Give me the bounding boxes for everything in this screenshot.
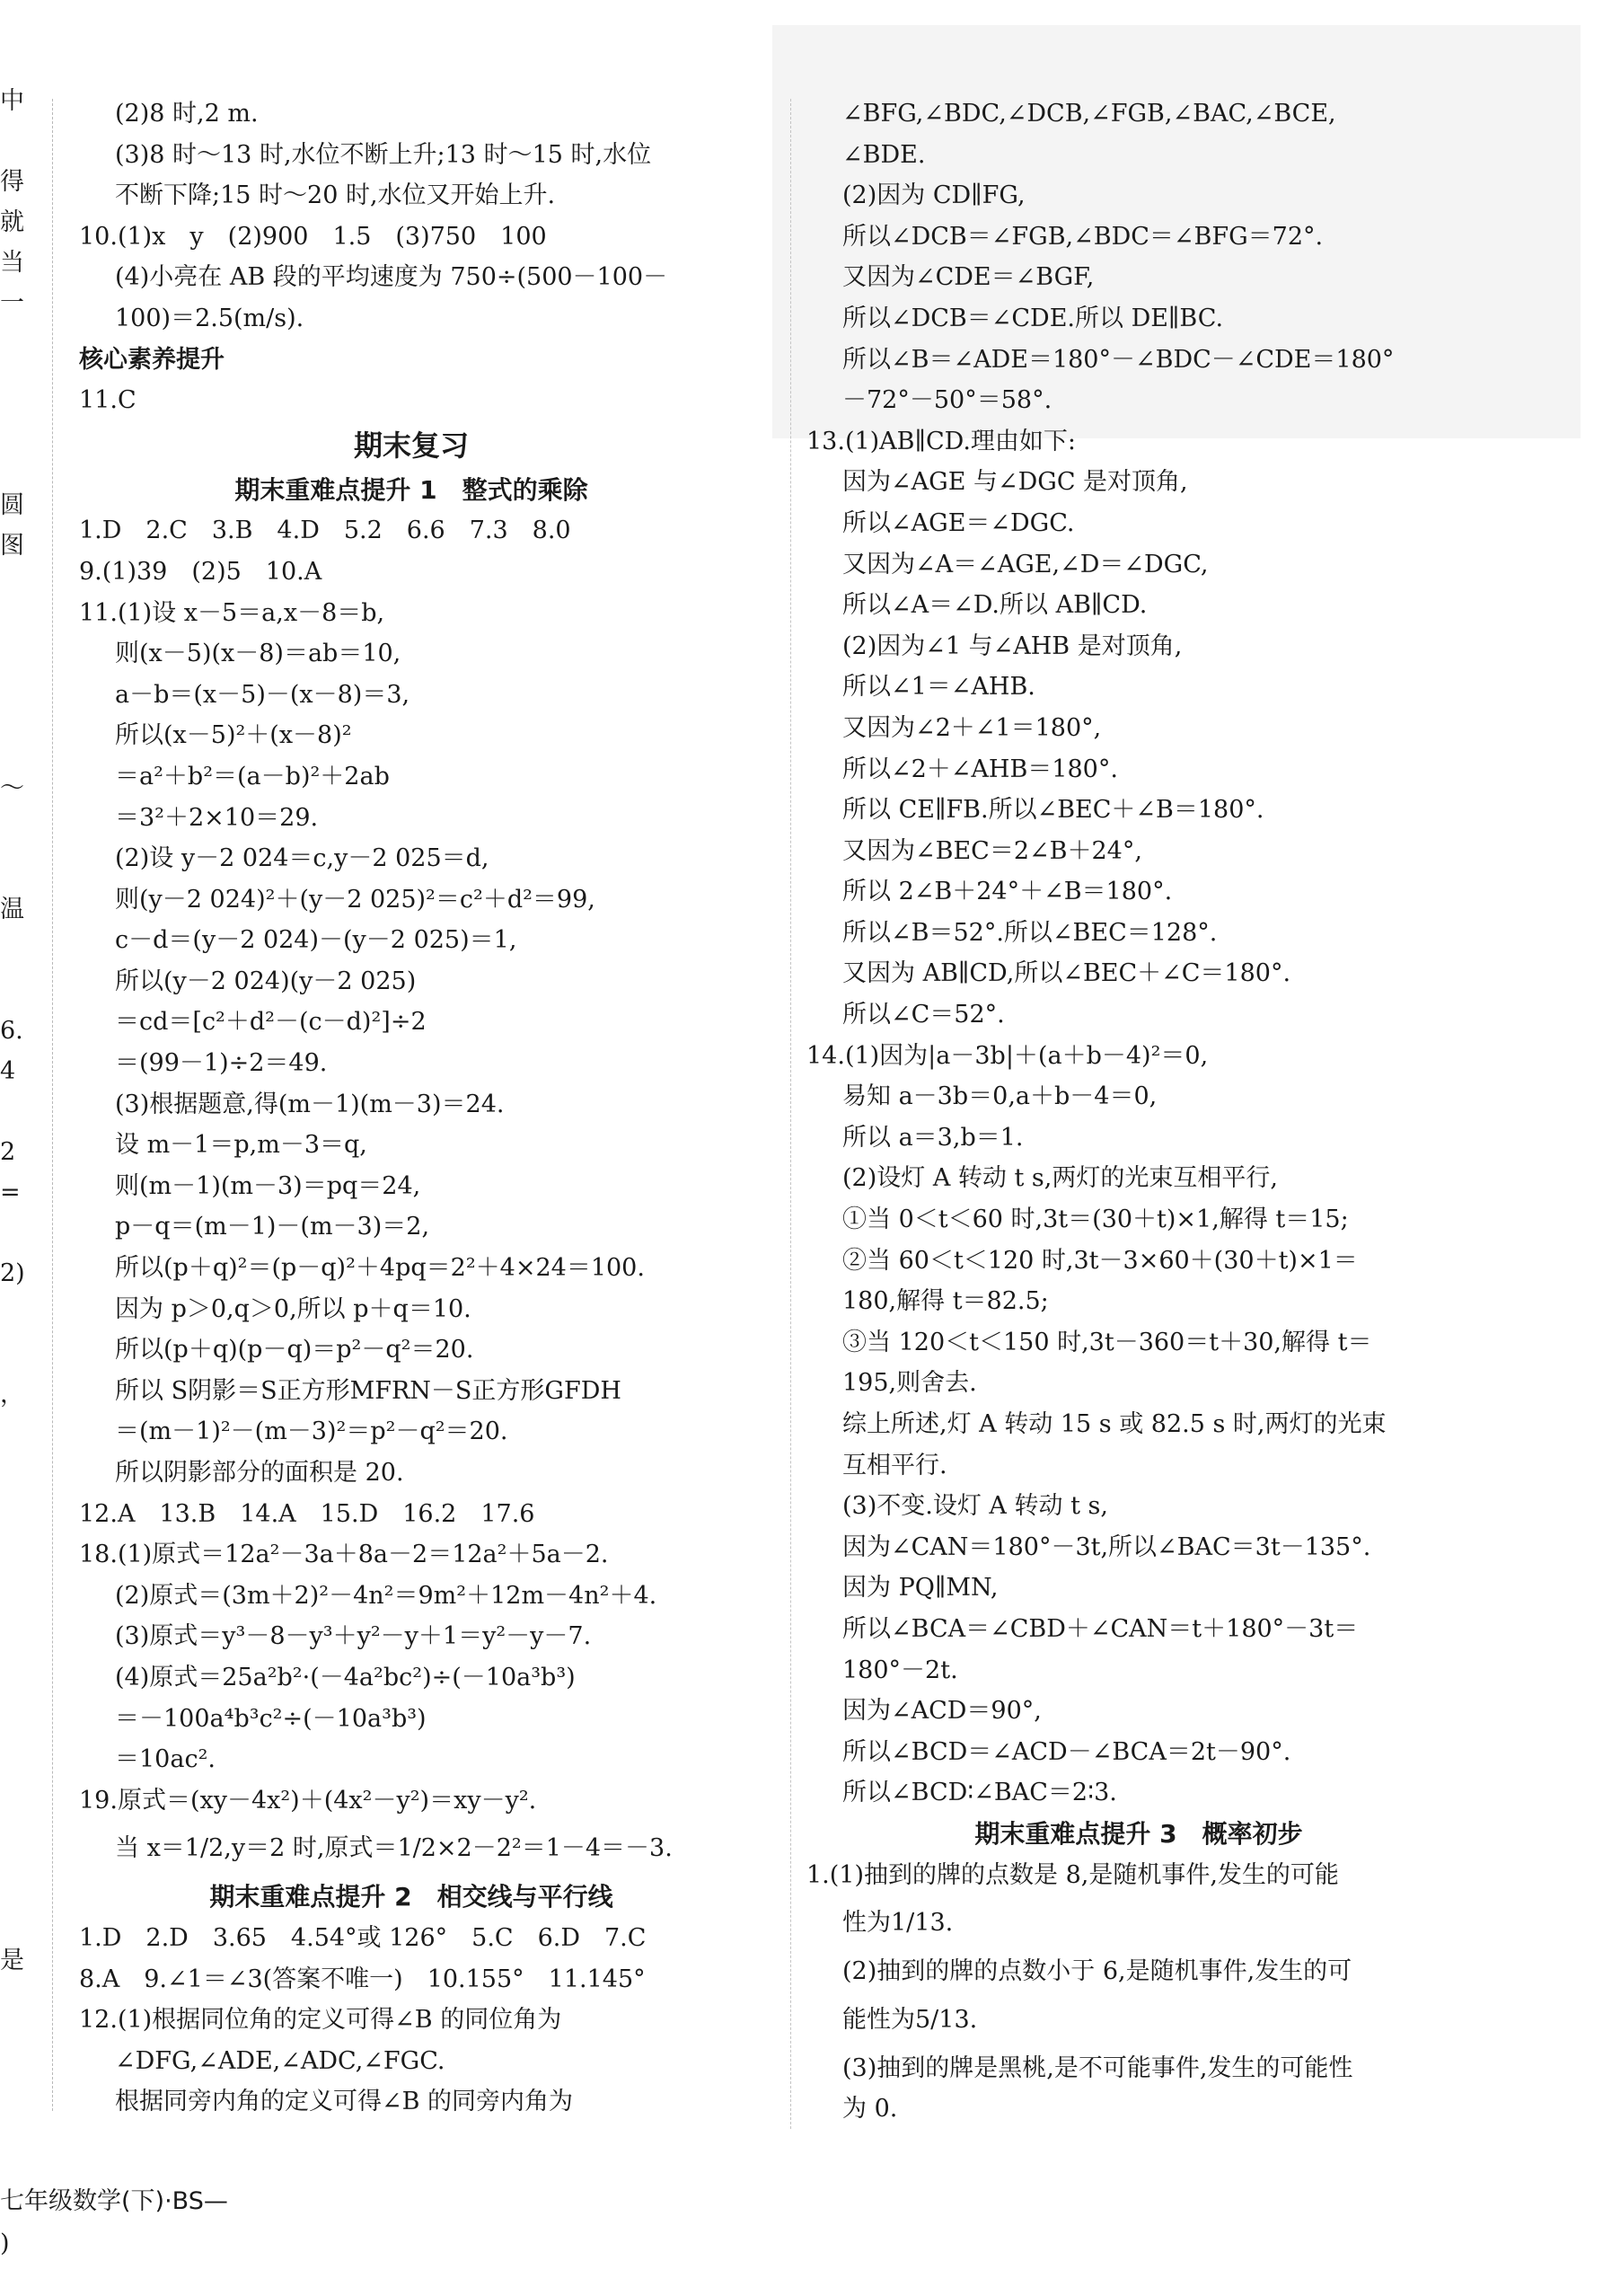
answer-line: 不断下降;15 时～20 时,水位又开始上升.	[115, 181, 556, 210]
edge-char	[0, 1698, 22, 1738]
answer-line: 则(x－5)(x－8)＝ab＝10,	[115, 640, 401, 668]
answer-line: (2)抽到的牌的点数小于 6,是随机事件,发生的可	[842, 1957, 1352, 1986]
answer-line: 所以∠B＝∠ADE＝180°－∠BDC－∠CDE＝180°	[842, 345, 1395, 374]
edge-char	[0, 808, 22, 849]
answer-line: 所以(p＋q)²＝(p－q)²＋4pq＝2²＋4×24＝100.	[115, 1254, 645, 1283]
answer-line: 180°－2t.	[842, 1656, 958, 1684]
answer-line: 18.(1)原式＝12a²－3a＋8a－2＝12a²＋5a－2.	[79, 1541, 609, 1569]
page-footer: 七年级数学(下)·BS—	[0, 2187, 228, 2215]
edge-char	[0, 2102, 22, 2142]
answer-line: 因为∠CAN＝180°－3t,所以∠BAC＝3t－135°.	[842, 1532, 1371, 1561]
answer-line: 所以∠BCD∶∠BAC＝2∶3.	[842, 1779, 1117, 1807]
answer-line: 所以(x－5)²＋(x－8)²	[115, 721, 352, 750]
edge-char	[0, 687, 22, 728]
answer-line: (2)设 y－2 024＝c,y－2 025＝d,	[115, 844, 489, 873]
answer-line: ＝cd＝[c²＋d²－(c－d)²]÷2	[115, 1008, 427, 1037]
edge-char: =	[0, 1179, 21, 1206]
edge-char: 一	[0, 289, 24, 317]
edge-char: 2)	[0, 1259, 25, 1287]
answer-line: 13.(1)AB∥CD.理由如下:	[806, 427, 1077, 455]
edge-char: 中	[0, 87, 24, 115]
answer-line: 所以∠2＋∠AHB＝180°.	[842, 755, 1118, 783]
answer-line: 所以(y－2 024)(y－2 025)	[115, 967, 417, 995]
answer-line: 19.原式＝(xy－4x²)＋(4x²－y²)＝xy－y².	[79, 1786, 537, 1815]
edge-char	[0, 1819, 22, 1859]
edge-char	[0, 1657, 22, 1698]
edge-char: 当	[0, 249, 24, 277]
section-heading: 核心素养提升	[79, 345, 225, 374]
answer-line: 又因为∠BEC＝2∠B＋24°,	[842, 836, 1142, 865]
edge-char	[0, 930, 22, 970]
edge-char	[0, 1091, 22, 1132]
edge-char: 得	[0, 168, 24, 196]
edge-char	[0, 1738, 22, 1779]
edge-char: 6.	[0, 1017, 23, 1045]
answer-line: 因为∠ACD＝90°,	[842, 1697, 1042, 1726]
answer-line: 195,则舍去.	[842, 1369, 977, 1398]
right-column	[806, 93, 1471, 2130]
answer-line-with-fraction: 性为1/13.	[842, 1909, 954, 1938]
edge-char: ，	[0, 1381, 24, 1409]
edge-char	[0, 323, 22, 364]
edge-char	[0, 1779, 22, 1819]
answer-line: 又因为 AB∥CD,所以∠BEC＋∠C＝180°.	[842, 959, 1291, 988]
edge-char: 是	[0, 1947, 24, 1974]
edge-char: ～	[0, 774, 24, 802]
answer-line: －72°－50°＝58°.	[842, 386, 1053, 415]
edge-char	[0, 566, 22, 606]
answer-line: 为 0.	[842, 2095, 898, 2124]
edge-char	[0, 1496, 22, 1536]
column-divider	[790, 99, 791, 2129]
answer-line: ∠BFG,∠BDC,∠DCB,∠FGB,∠BAC,∠BCE,	[842, 100, 1336, 128]
answer-line: 1.D 2.D 3.65 4.54°或 126° 5.C 6.D 7.C	[79, 1923, 647, 1952]
answer-line: c－d＝(y－2 024)－(y－2 025)＝1,	[115, 926, 517, 955]
answer-line: ＝10ac².	[115, 1745, 216, 1774]
topic-subtitle: 期末重难点提升 3 概率初步	[974, 1818, 1303, 1849]
edge-char	[0, 1859, 22, 1900]
answer-line: (3)抽到的牌是黑桃,是不可能事件,发生的可能性	[842, 2053, 1353, 2082]
answer-line: 1.D 2.C 3.B 4.D 5.2 6.6 7.3 8.0	[79, 517, 571, 545]
answer-line: 所以∠DCB＝∠FGB,∠BDC＝∠BFG＝72°.	[842, 222, 1324, 251]
answer-line: ＝－100a⁴b³c²÷(－10a³b³)	[115, 1704, 427, 1733]
edge-char	[0, 1294, 22, 1334]
answer-line: 10.(1)x y (2)900 1.5 (3)750 100	[79, 222, 547, 251]
answer-line: 180,解得 t＝82.5;	[842, 1287, 1049, 1316]
answer-line: (2)设灯 A 转动 t s,两灯的光束互相平行,	[842, 1164, 1278, 1193]
answer-line: 所以 CE∥FB.所以∠BEC＋∠B＝180°.	[842, 796, 1264, 825]
answer-line: 1.(1)抽到的牌的点数是 8,是随机事件,发生的可能	[806, 1860, 1339, 1889]
answer-line: p－q＝(m－1)－(m－3)＝2,	[115, 1213, 430, 1241]
answer-line: (3)原式＝y³－8－y³＋y²－y＋1＝y²－y－7.	[115, 1622, 592, 1651]
answer-line: ＝a²＋b²＝(a－b)²＋2ab	[115, 762, 390, 790]
answer-line: 所以∠BCA＝∠CBD＋∠CAN＝t＋180°－3t＝	[842, 1614, 1359, 1643]
answer-line: ＝(99－1)÷2＝49.	[115, 1049, 328, 1078]
answer-line: 8.A 9.∠1＝∠3(答案不唯一) 10.155° 11.145°	[79, 1965, 646, 1993]
edge-char: 4	[0, 1057, 16, 1085]
edge-char	[0, 2062, 22, 2102]
answer-line: 14.(1)因为|a－3b|＋(a＋b－4)²＝0,	[806, 1041, 1209, 1070]
answer-line: 11.(1)设 x－5＝a,x－8＝b,	[79, 598, 385, 627]
edge-char	[0, 1576, 22, 1617]
topic-subtitle: 期末重难点提升 1 整式的乘除	[234, 474, 588, 505]
edge-char: 2	[0, 1138, 16, 1166]
answer-line: 11.C	[79, 386, 137, 415]
answer-line: 设 m－1＝p,m－3＝q,	[115, 1131, 367, 1160]
edge-char: )	[0, 2230, 10, 2257]
answer-line: (4)小亮在 AB 段的平均速度为 750÷(500－100－	[115, 263, 668, 292]
answer-line: ②当 60＜t＜120 时,3t－3×60＋(30＋t)×1＝	[842, 1246, 1358, 1275]
answer-line: 所以∠C＝52°.	[842, 1001, 1005, 1029]
answer-line: 所以∠A＝∠D.所以 AB∥CD.	[842, 591, 1148, 620]
answer-line: 则(m－1)(m－3)＝pq＝24,	[115, 1171, 421, 1200]
answer-line: ∠DFG,∠ADE,∠ADC,∠FGC.	[115, 2046, 445, 2075]
edge-char	[0, 647, 22, 687]
edge-char	[0, 1213, 22, 1253]
answer-line: 12.A 13.B 14.A 15.D 16.2 17.6	[79, 1499, 535, 1528]
answer-line: 所以∠AGE＝∠DGC.	[842, 508, 1075, 537]
edge-char	[0, 728, 22, 768]
answer-line: 又因为∠CDE＝∠BGF,	[842, 263, 1095, 292]
answer-line: a－b＝(x－5)－(x－8)＝3,	[115, 680, 410, 709]
binding-gutter-line	[52, 99, 53, 2111]
edge-char	[0, 1415, 22, 1455]
answer-line: (3)根据题意,得(m－1)(m－3)＝24.	[115, 1090, 505, 1118]
answer-line: 所以∠BCD＝∠ACD－∠BCA＝2t－90°.	[842, 1737, 1291, 1766]
edge-char	[0, 2021, 22, 2062]
edge-char	[0, 2142, 22, 2183]
answer-line: 所以 S阴影＝S正方形MFRN－S正方形GFDH	[115, 1376, 621, 1405]
edge-char	[0, 1334, 22, 1374]
answer-line: ＝(m－1)²－(m－3)²＝p²－q²＝20.	[115, 1417, 508, 1446]
answer-line: 又因为∠A＝∠AGE,∠D＝∠DGC,	[842, 550, 1209, 578]
answer-line: (2)原式＝(3m＋2)²－4n²＝9m²＋12m－4n²＋4.	[115, 1581, 657, 1610]
edge-char: 就	[0, 208, 24, 236]
answer-line: ＝3²＋2×10＝29.	[115, 803, 319, 832]
answer-line: 根据同旁内角的定义可得∠B 的同旁内角为	[115, 2088, 574, 2116]
answer-line: ①当 0＜t＜60 时,3t＝(30＋t)×1,解得 t＝15;	[842, 1205, 1349, 1234]
edge-char	[0, 970, 22, 1011]
edge-char	[0, 606, 22, 647]
edge-char	[0, 445, 22, 485]
answer-line: 综上所述,灯 A 转动 15 s 或 82.5 s 时,两灯的光束	[842, 1410, 1387, 1438]
answer-line: 互相平行.	[842, 1451, 947, 1479]
edge-char	[0, 1981, 22, 2021]
topic-subtitle: 期末重难点提升 2 相交线与平行线	[209, 1882, 613, 1912]
answer-line: 12.(1)根据同位角的定义可得∠B 的同位角为	[79, 2006, 562, 2035]
answer-line: 因为∠AGE 与∠DGC 是对顶角,	[842, 468, 1188, 497]
answer-line: 所以 2∠B＋24°＋∠B＝180°.	[842, 878, 1173, 906]
edge-char: 图	[0, 532, 24, 560]
answer-line-with-fraction: 能性为5/13.	[842, 2005, 978, 2034]
edge-char	[0, 404, 22, 445]
answer-line: 所以(p＋q)(p－q)＝p²－q²＝20.	[115, 1336, 474, 1364]
answer-line: 9.(1)39 (2)5 10.A	[79, 557, 322, 586]
answer-line: 所以阴影部分的面积是 20.	[115, 1459, 404, 1487]
answer-line-with-fraction: 当 x＝1/2,y＝2 时,原式＝1/2×2－2²＝1－4＝－3.	[115, 1834, 673, 1863]
answer-line: 所以 a＝3,b＝1.	[842, 1123, 1024, 1152]
answer-line: 所以∠DCB＝∠CDE.所以 DE∥BC.	[842, 304, 1224, 332]
answer-line: (3)不变.设灯 A 转动 t s,	[842, 1492, 1108, 1521]
edge-char	[0, 1536, 22, 1576]
answer-line: 则(y－2 024)²＋(y－2 025)²＝c²＋d²＝99,	[115, 885, 595, 914]
answer-line: (2)8 时,2 m.	[115, 100, 259, 128]
edge-char	[0, 849, 22, 889]
answer-line: (3)8 时～13 时,水位不断上升;13 时～15 时,水位	[115, 140, 652, 169]
chapter-title: 期末复习	[353, 428, 469, 463]
answer-line: 又因为∠2＋∠1＝180°,	[842, 713, 1102, 742]
answer-line: (2)因为∠1 与∠AHB 是对顶角,	[842, 631, 1183, 660]
cut-off-left-edge-text	[0, 81, 25, 2264]
edge-char	[0, 364, 22, 404]
answer-line: 因为 PQ∥MN,	[842, 1574, 999, 1603]
edge-char	[0, 1455, 22, 1496]
edge-char: 温	[0, 896, 24, 923]
answer-line: 因为 p＞0,q＞0,所以 p＋q＝10.	[115, 1294, 471, 1323]
edge-char	[0, 121, 22, 162]
edge-char: 圆	[0, 491, 24, 519]
answer-line: 所以∠1＝∠AHB.	[842, 673, 1035, 702]
answer-line: (4)原式＝25a²b²·(－4a²bc²)÷(－10a³b³)	[115, 1663, 576, 1691]
left-column	[79, 93, 744, 2123]
answer-line: ③当 120＜t＜150 时,3t－360＝t＋30,解得 t＝	[842, 1328, 1372, 1356]
edge-char	[0, 1900, 22, 1940]
answer-line: 100)＝2.5(m/s).	[115, 304, 304, 332]
answer-line: ∠BDE.	[842, 140, 926, 169]
answer-line: 所以∠B＝52°.所以∠BEC＝128°.	[842, 918, 1218, 947]
edge-char	[0, 1617, 22, 1657]
answer-line: (2)因为 CD∥FG,	[842, 181, 1026, 210]
answer-line: 易知 a－3b＝0,a＋b－4＝0,	[842, 1082, 1158, 1111]
